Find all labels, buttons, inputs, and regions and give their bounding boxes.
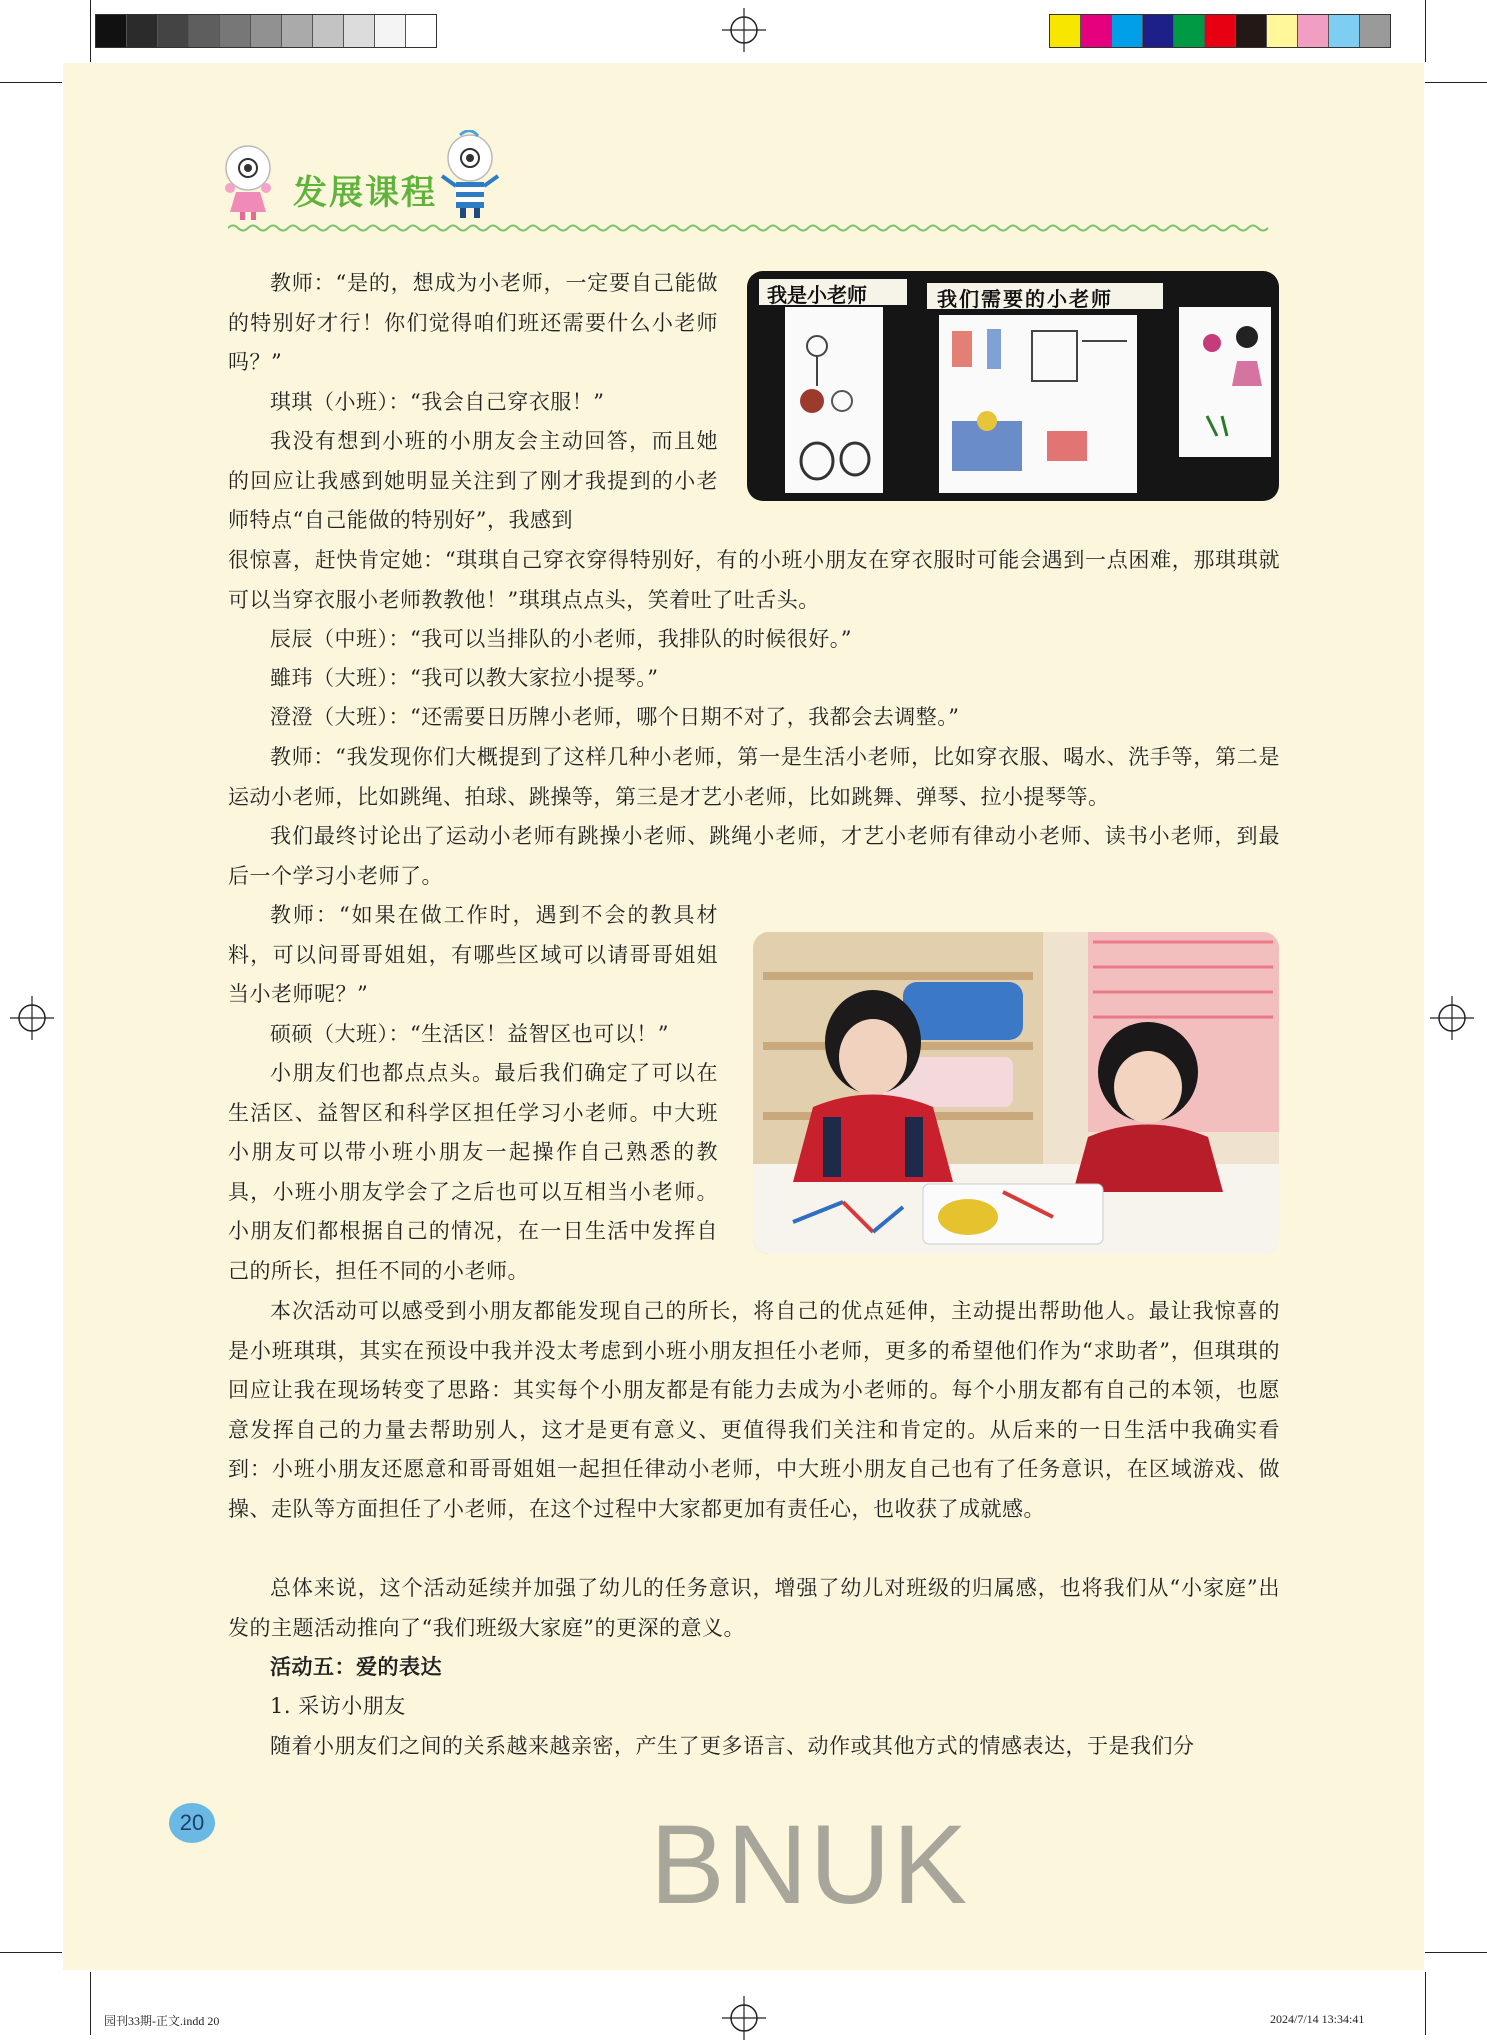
paragraph-14: 随着小朋友们之间的关系越来越亲密，产生了更多语言、动作或其他方式的情感表达，于是我们分: [270, 1734, 1195, 1758]
paragraph-1: 教师：“是的，想成为小老师，一定要自己能做的特别好才行！你们觉得咱们班还需要什么小老师吗？”: [228, 271, 718, 374]
paragraph-10: 硕硕（大班）：“生活区！益智区也可以！”: [270, 1022, 669, 1046]
registration-mark-icon: [10, 996, 54, 1040]
crop-mark: [0, 82, 62, 83]
slug-right: 2024/7/14 13:34:41: [1270, 2012, 1365, 2026]
board-title-left: 我是小老师: [767, 283, 867, 307]
color-bar: [1049, 14, 1391, 48]
crop-mark: [0, 1952, 62, 1953]
crop-mark: [90, 1972, 91, 2035]
watermark: BNUK: [650, 1802, 970, 1927]
page-number: 20: [169, 1803, 215, 1843]
mascot-girl-icon: [218, 140, 278, 222]
mascot-boy-icon: [438, 130, 502, 222]
section-title: 发展课程: [293, 173, 437, 213]
subsection-heading: 1. 采访小朋友: [270, 1694, 406, 1718]
crop-mark: [1425, 1952, 1487, 1953]
photo-children-playing: [753, 932, 1279, 1254]
paragraph-5: 雖玮（大班）：“我可以教大家拉小提琴。”: [270, 666, 659, 690]
registration-mark-icon: [722, 8, 766, 52]
paragraph-11: 小朋友们也都点点头。最后我们确定了可以在生活区、益智区和科学区担任学习小老师。中大班小朋友可以带小班小朋友一起操作自己熟悉的教具，小班小朋友学会了之后也可以互相当小老师。小朋友们都根据自己的情况，在一日生活中发挥自己的所长，担任不同的小老师。: [228, 1061, 718, 1283]
crop-mark: [1425, 1972, 1426, 2035]
wavy-divider: [228, 222, 1278, 234]
paragraph-4: 辰辰（中班）：“我可以当排队的小老师，我排队的时候很好。”: [270, 627, 852, 651]
photo-drawings-board: [747, 271, 1279, 501]
crop-mark: [1425, 82, 1487, 83]
paragraph-13: 总体来说，这个活动延续并加强了幼儿的任务意识，增强了幼儿对班级的归属感，也将我们从“小家庭”出发的主题活动推向了“我们班级大家庭”的更深的意义。: [228, 1576, 1280, 1640]
section-header: [218, 130, 1278, 240]
paragraph-2: 琪琪（小班）：“我会自己穿衣服！”: [270, 390, 605, 414]
grayscale-bar: [95, 14, 437, 48]
crop-mark: [1425, 0, 1426, 62]
paragraph-3-rest: 很惊喜，赶快肯定她：“琪琪自己穿衣穿得特别好，有的小班小朋友在穿衣服时可能会遇到一点困难，那琪琪就可以当穿衣服小老师教教他！”琪琪点点头，笑着吐了吐舌头。: [228, 548, 1280, 612]
registration-mark-icon: [1430, 996, 1474, 1040]
paragraph-6: 澄澄（大班）：“还需要日历牌小老师，哪个日期不对了，我都会去调整。”: [270, 705, 960, 729]
paragraph-12: 本次活动可以感受到小朋友都能发现自己的所长，将自己的优点延伸，主动提出帮助他人。最让我惊喜的是小班琪琪，其实在预设中我并没太考虑到小班小朋友担任小老师，更多的希望他们作为“求助者”，但琪琪的回应让我在现场转变了思路：其实每个小朋友都是有能力去成为小老师的。每个小朋友都有自己的本领，也愿意发挥自己的力量去帮助别人，这才是更有意义、更值得我们关注和肯定的。从后来的一日生活中我确实看到：小班小朋友还愿意和哥哥姐姐一起担任律动小老师，中大班小朋友自己也有了任务意识，在区域游戏、做操、走队等方面担任了小老师，在这个过程中大家都更加有责任心，也收获了成就感。: [228, 1299, 1280, 1521]
board-title-right: 我们需要的小老师: [937, 287, 1113, 311]
paragraph-3-intro: 我没有想到小班的小朋友会主动回答，而且她的回应让我感到她明显关注到了刚才我提到的小老师特点“自己能做的特别好”，我感到: [228, 429, 718, 532]
paragraph-9: 教师：“如果在做工作时，遇到不会的教具材料，可以问哥哥姐姐，有哪些区域可以请哥哥姐姐当小老师呢？”: [228, 903, 718, 1006]
activity-heading: 活动五：爱的表达: [270, 1655, 442, 1679]
children-playing-illustration: [753, 932, 1279, 1254]
registration-mark-icon: [722, 1996, 766, 2040]
paragraph-7: 教师：“我发现你们大概提到了这样几种小老师，第一是生活小老师，比如穿衣服、喝水、洗手等，第二是运动小老师，比如跳绳、拍球、跳操等，第三是才艺小老师，比如跳舞、弹琴、拉小提琴等。: [228, 745, 1280, 809]
slug-left: 园刊33期-正文.indd 20: [104, 2014, 220, 2028]
paragraph-8: 我们最终讨论出了运动小老师有跳操小老师、跳绳小老师，才艺小老师有律动小老师、读书小老师，到最后一个学习小老师了。: [228, 824, 1280, 888]
crop-mark: [90, 0, 91, 62]
